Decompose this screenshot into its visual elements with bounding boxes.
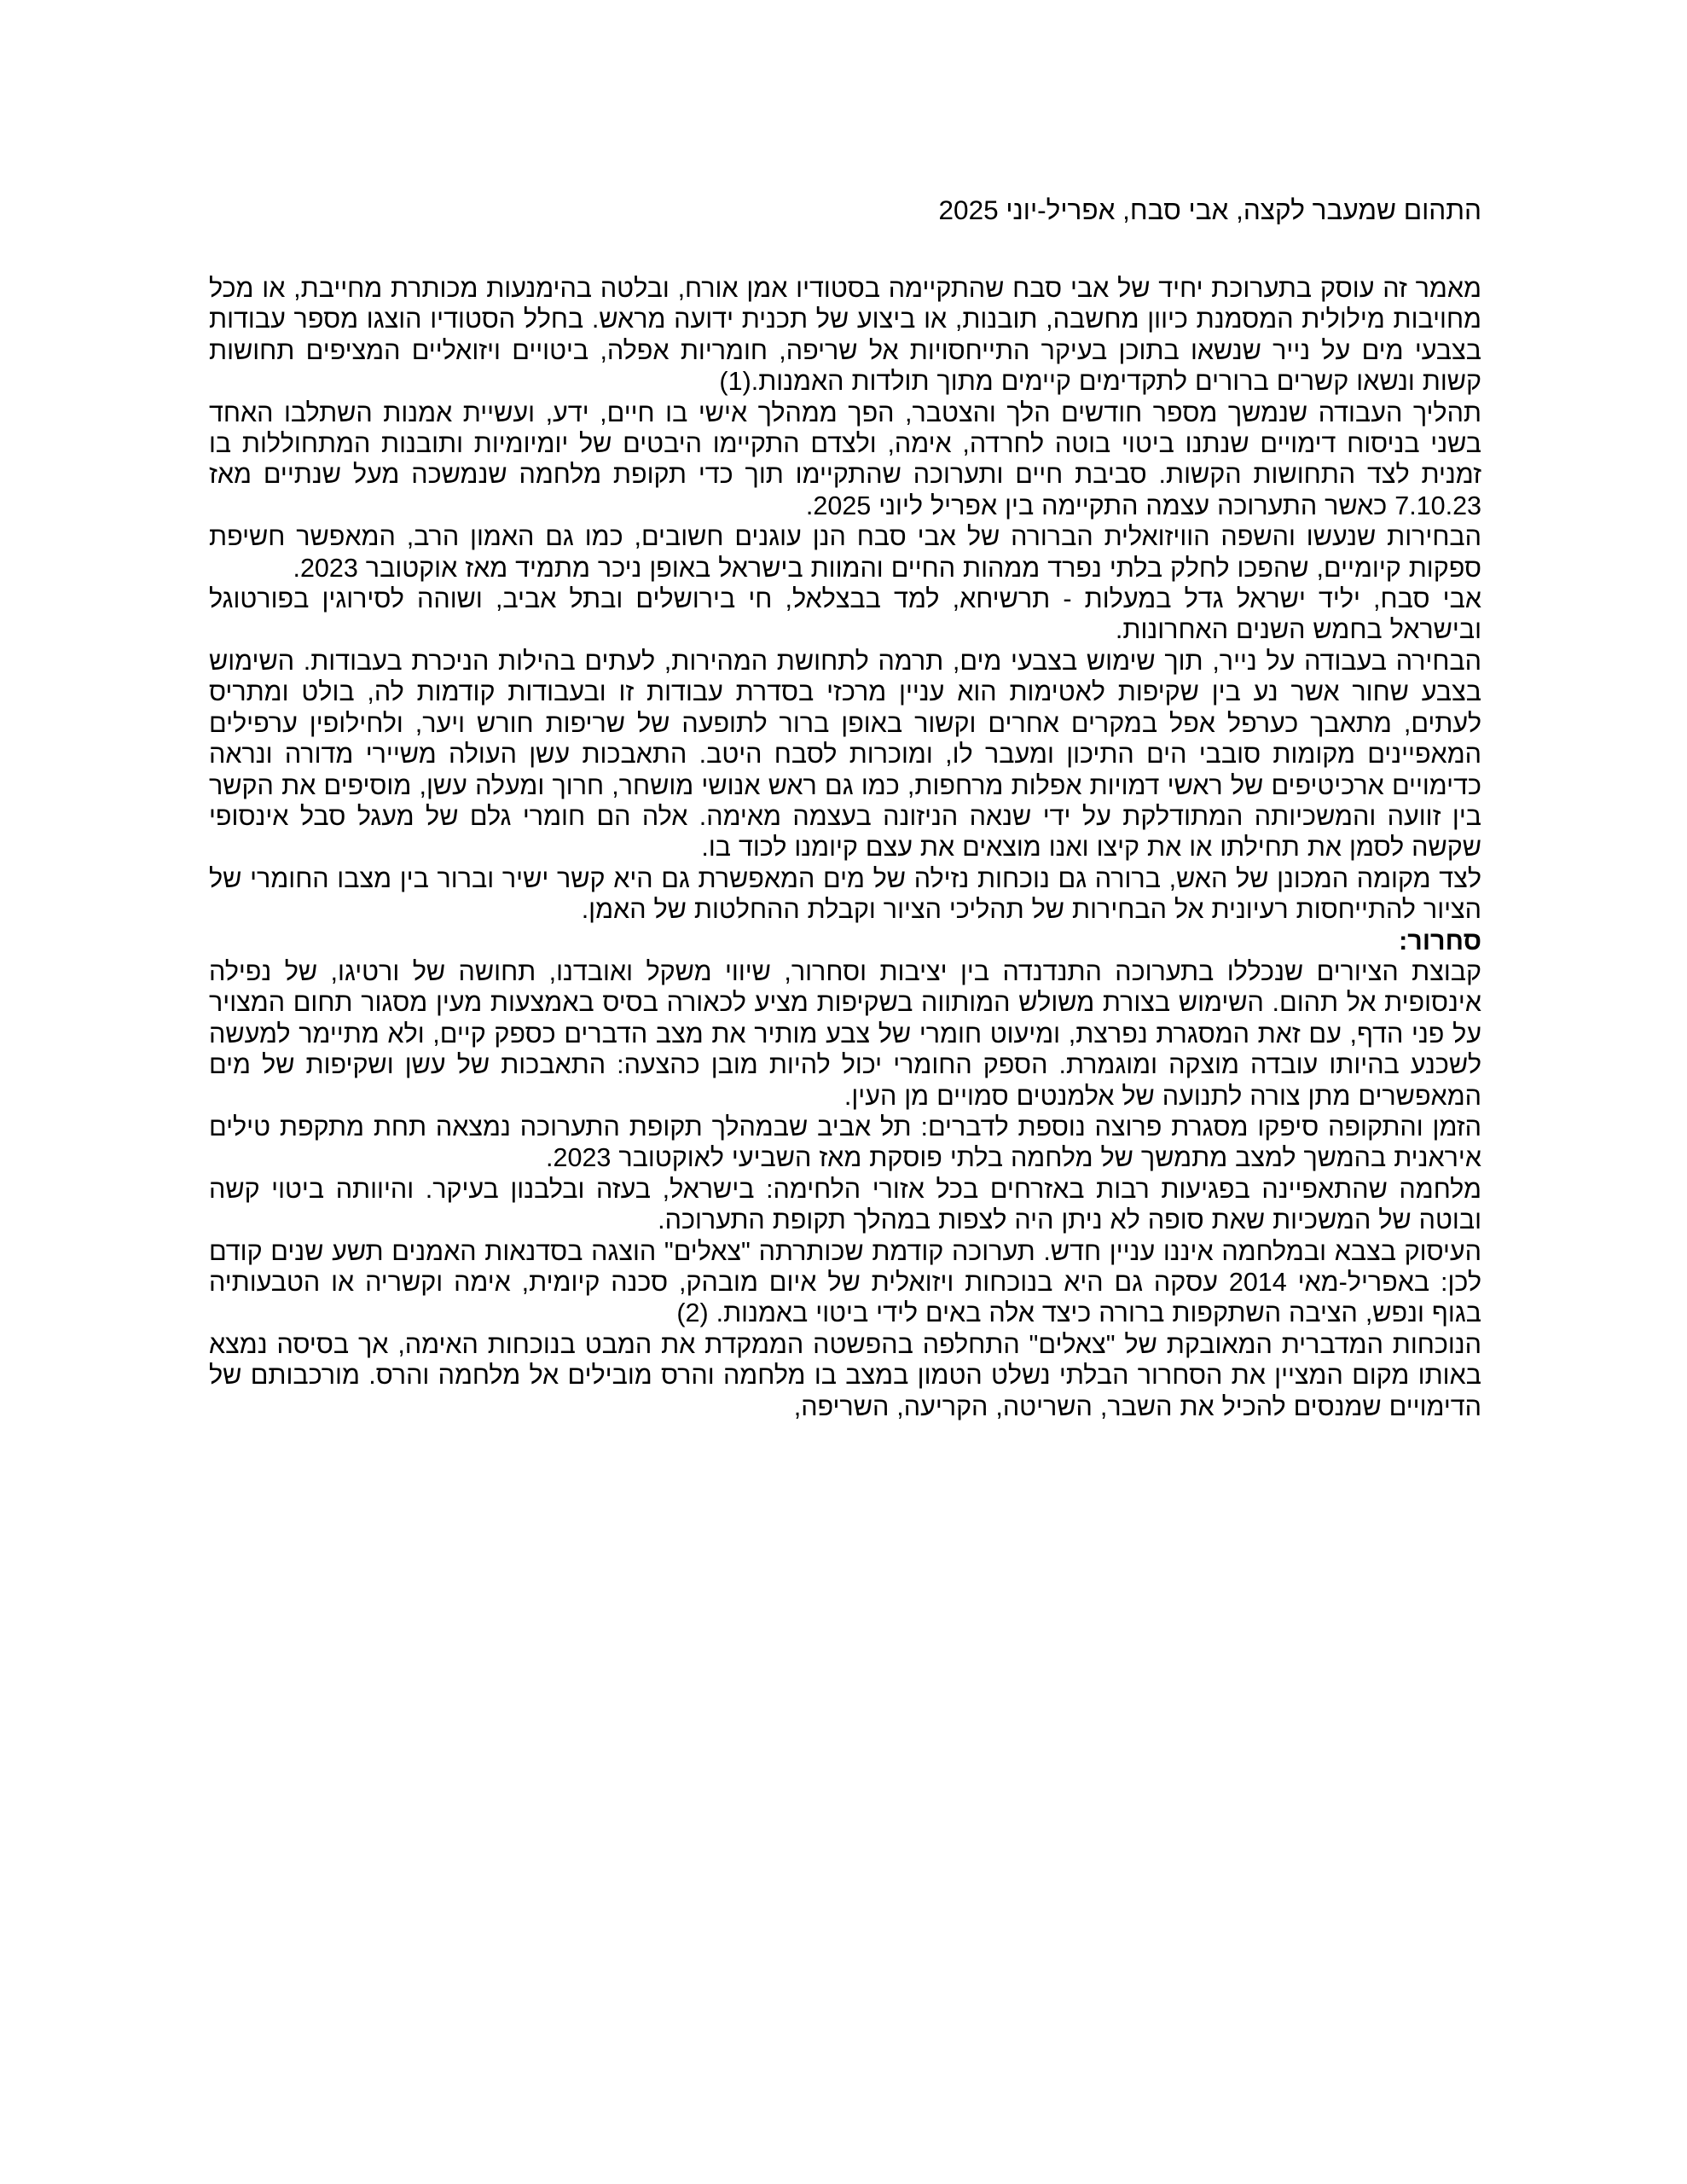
section-heading-vertigo: סחרור: — [1399, 926, 1481, 956]
paragraph-fire-water: לצד מקומה המכונן של האש, ברורה גם נוכחות נזילה של מים המאפשרת גם היא קשר ישיר וברור בין מצבו החומרי של הציור להתייחסות רעיונית אל הבחירות של תהליכי הציור וקבלת ההחלטות של האמן. — [209, 863, 1481, 925]
paragraph-process: תהליך העבודה שנמשך מספר חודשים הלך והצטבר, הפך ממהלך אישי בו חיים, ידע, ועשיית אמנות השתלבו האחד בשני בניסוח דימויים שנתנו ביטוי בוטה לחרדה, אימה, ולצדם התקיימו היבטים של יומיומיות ותובנות המתחוללות בו זמנית לצד התחושות הקשות. סביבת חיים ותערוכה שהתקיימו תוך כדי תקופת מלחמה שנמשכה מעל שנתיים מאז 7.10.23 כאשר התערוכה עצמה התקיימה בין אפריל ליוני 2025. — [209, 398, 1481, 520]
paragraph-artist-bio: אבי סבח, יליד ישראל גדל במעלות - תרשיחא, למד בבצלאל, חי בירושלים ובתל אביב, ושוהה לסירוגין בפורטוגל ובישראל בחמש השנים האחרונות. — [209, 584, 1481, 645]
document-title: התהום שמעבר לקצה, אבי סבח, אפריל-יוני 2025 — [938, 195, 1481, 225]
document-page — [209, 195, 1481, 1422]
paragraph-tseelim: הנוכחות המדברית המאובקת של "צאלים" התחלפה בהפשטה הממקדת את המבט בנוכחות האימה, אך בסיסה נמצא באותו מקום המציין את הסחרור הבלתי נשלט הטמון במצב בו מלחמה והרס מובילים אל מלחמה והרס. מורכבותם של הדימויים שמנסים להכיל את השבר, השריטה, הקריעה, השריפה, — [209, 1329, 1481, 1421]
paragraph-paper-watercolor: הבחירה בעבודה על נייר, תוך שימוש בצבעי מים, תרמה לתחושת המהירות, לעתים בהילות הניכרת בעבודות. השימוש בצבע שחור אשר נע בין שקיפות לאטימות הוא עניין מרכזי בסדרת עבודות זו ובעבודות קודמות לה, בולט ומתריס לעתים, מתאבך כערפל אפל במקרים אחרים וקשור באופן ברור לתופעה של שריפות חורש ויער, ולחילופין ערפילים המאפיינים מקומות סובבי הים התיכון ומעבר לו, ומוכרות לסבח היטב. התאבכות עשן העולה משיירי מדורה ונראה כדימויים ארכיטיפים של ראשי דמויות אפלות מרחפות, כמו גם ראש אנושי מושחר, חרוך ומעלה עשן, מוסיפים את הקשר בין זוועה והמשכיותה המתודלקת על ידי שנאה הניזונה בעצמה מאימה. אלה הם חומרי גלם של מעגל סבל אינסופי שקשה לסמן את תחילתו או את קיצו ואנו מוצאים את עצם קיומנו לכוד בו. — [209, 646, 1481, 863]
paragraph-intro: מאמר זה עוסק בתערוכת יחיד של אבי סבח שהתקיימה בסטודיו אמן אורח, ובלטה בהימנעות מכותרת מחייבת, או מכל מחויבות מילולית המסמנת כיוון מחשבה, תובנות, או ביצוע של תכנית ידועה מראש. בחלל הסטודיו הוצגו מספר עבודות בצבעי מים על נייר שנשאו בתוכן בעיקר התייחסויות אל שריפה, חומריות אפלה, ביטויים ויזואליים המציפים תחושות קשות ונשאו קשרים ברורים לתקדימים קיימים מתוך תולדות האמנות.(1) — [209, 274, 1481, 397]
paragraph-stability: קבוצת הציורים שנכללו בתערוכה התנדנדה בין יציבות וסחרור, שיווי משקל ואובדנו, תחושה של ורטיגו, של נפילה אינסופית אל תהום. השימוש בצורת משולש המותווה בשקיפות מציע לכאורה בסיס באמצעות מעין מסגור תחום המצויר על פני הדף, עם זאת המסגרת נפרצת, ומיעוט חומרי של צבע מותיר את מצב הדברים כספק קיים, ולא מתיימר למעשה לשכנע בהיותו עובדה מוצקה ומוגמרת. הספק החומרי יכול להיות מובן כהצעה: התאבכות של עשן ושקיפות של מים המאפשרים מתן צורה לתנועה של אלמנטים סמויים מן העין. — [209, 956, 1481, 1111]
paragraph-previous-exhibition: העיסוק בצבא ובמלחמה איננו עניין חדש. תערוכה קודמת שכותרתה "צאלים" הוצגה בסדנאות האמנים תשע שנים קודם לכן: באפריל-מאי 2014 עסקה גם היא בנוכחות ויזואלית של איום מובהק, סכנה קיומית, אימה וקשריה או הטבעותיה בגוף ונפש, הציבה השתקפות ברורה כיצד אלה באים לידי ביטוי באמנות. (2) — [209, 1236, 1481, 1328]
paragraph-time-period: הזמן והתקופה סיפקו מסגרת פרוצה נוספת לדברים: תל אביב שבמהלך תקופת התערוכה נמצאה תחת מתקפת טילים איראנית בהמשך למצב מתמשך של מלחמה בלתי פוסקת מאז השביעי לאוקטובר 2023. — [209, 1112, 1481, 1173]
paragraph-war: מלחמה שהתאפיינה בפגיעות רבות באזרחים בכל אזורי הלחימה: בישראל, בעזה ובלבנון בעיקר. והיוותה ביטוי קשה ובוטה של המשכיות שאת סופה לא ניתן היה לצפות במהלך תקופת התערוכה. — [209, 1174, 1481, 1235]
paragraph-choices: הבחירות שנעשו והשפה הוויזואלית הברורה של אבי סבח הנן עוגנים חשובים, כמו גם האמון הרב, המאפשר חשיפת ספקות קיומיים, שהפכו לחלק בלתי נפרד ממהות החיים והמוות בישראל באופן ניכר מתמיד מאז אוקטובר 2023. — [209, 522, 1481, 583]
